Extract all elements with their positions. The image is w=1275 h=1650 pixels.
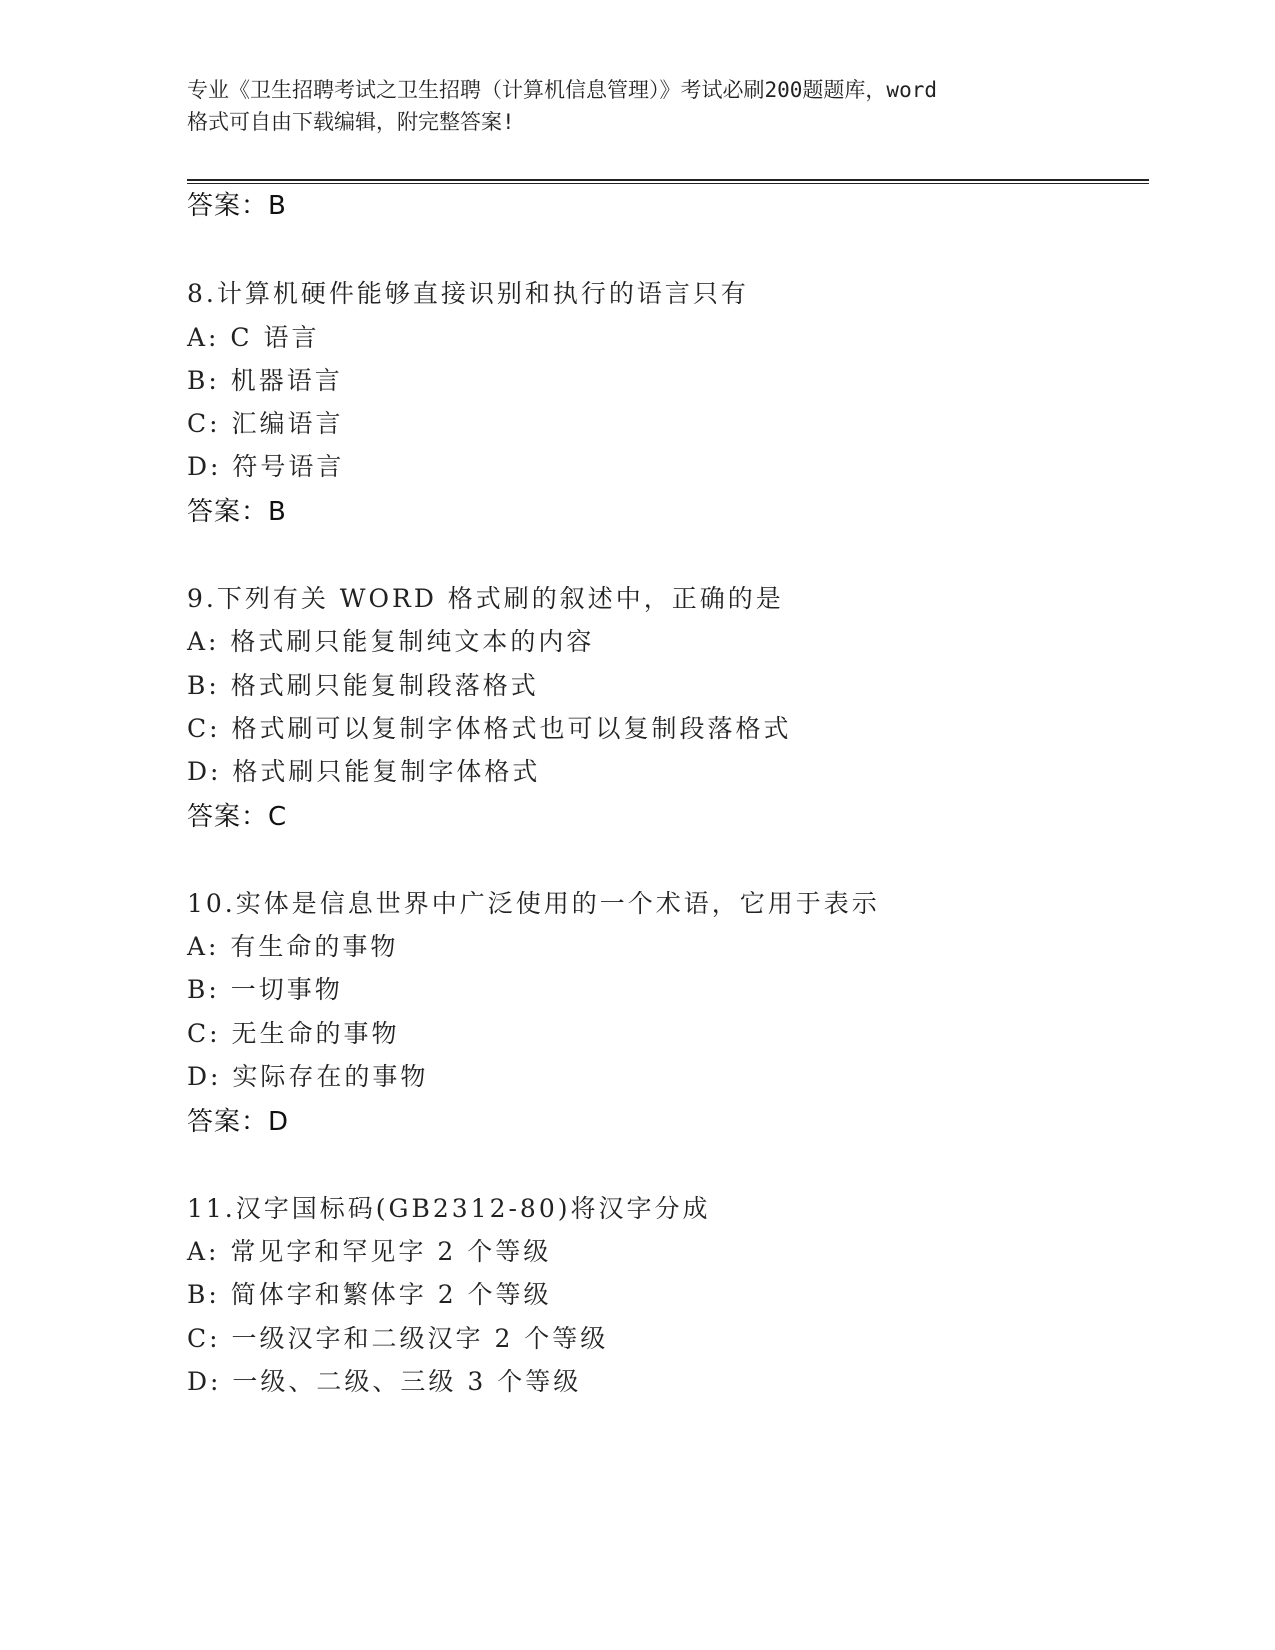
option-a: A: 常见字和罕见字 2 个等级: [187, 1237, 552, 1266]
header-title-line-1: 专业《卫生招聘考试之卫生招聘（计算机信息管理）》考试必刷200题题库，word: [187, 78, 937, 102]
question-stem: 8.计算机硬件能够直接识别和执行的语言只有: [187, 279, 749, 308]
option-d: D: 实际存在的事物: [187, 1062, 429, 1091]
option-c: C: 格式刷可以复制字体格式也可以复制段落格式: [187, 714, 792, 743]
option-a: A: 有生命的事物: [187, 932, 399, 961]
option-c: C: 汇编语言: [187, 409, 344, 438]
answer-label: 答案：C: [187, 802, 288, 832]
question-stem: 9.下列有关 WORD 格式刷的叙述中，正确的是: [187, 584, 784, 613]
option-b: B: 简体字和繁体字 2 个等级: [187, 1280, 552, 1309]
option-b: B: 格式刷只能复制段落格式: [187, 671, 539, 700]
answer-label: 答案：B: [187, 191, 287, 221]
answer-label: 答案：D: [187, 1107, 290, 1137]
option-c: C: 无生命的事物: [187, 1019, 400, 1048]
option-a: A: C 语言: [187, 323, 320, 352]
header-title-line-2: 格式可自由下载编辑，附完整答案!: [187, 110, 515, 134]
option-d: D: 符号语言: [187, 452, 345, 481]
option-a: A: 格式刷只能复制纯文本的内容: [187, 627, 595, 656]
option-d: D: 一级、二级、三级 3 个等级: [187, 1367, 582, 1396]
question-stem: 11.汉字国标码(GB2312-80)将汉字分成: [187, 1194, 711, 1223]
option-b: B: 一切事物: [187, 975, 343, 1004]
option-d: D: 格式刷只能复制字体格式: [187, 757, 541, 786]
header-divider-thin: [187, 183, 1149, 184]
header-divider: [187, 179, 1149, 181]
document-header: [187, 74, 1087, 138]
answer-label: 答案：B: [187, 497, 287, 527]
question-stem: 10.实体是信息世界中广泛使用的一个术语，它用于表示: [187, 889, 880, 918]
option-b: B: 机器语言: [187, 366, 343, 395]
option-c: C: 一级汉字和二级汉字 2 个等级: [187, 1324, 609, 1353]
